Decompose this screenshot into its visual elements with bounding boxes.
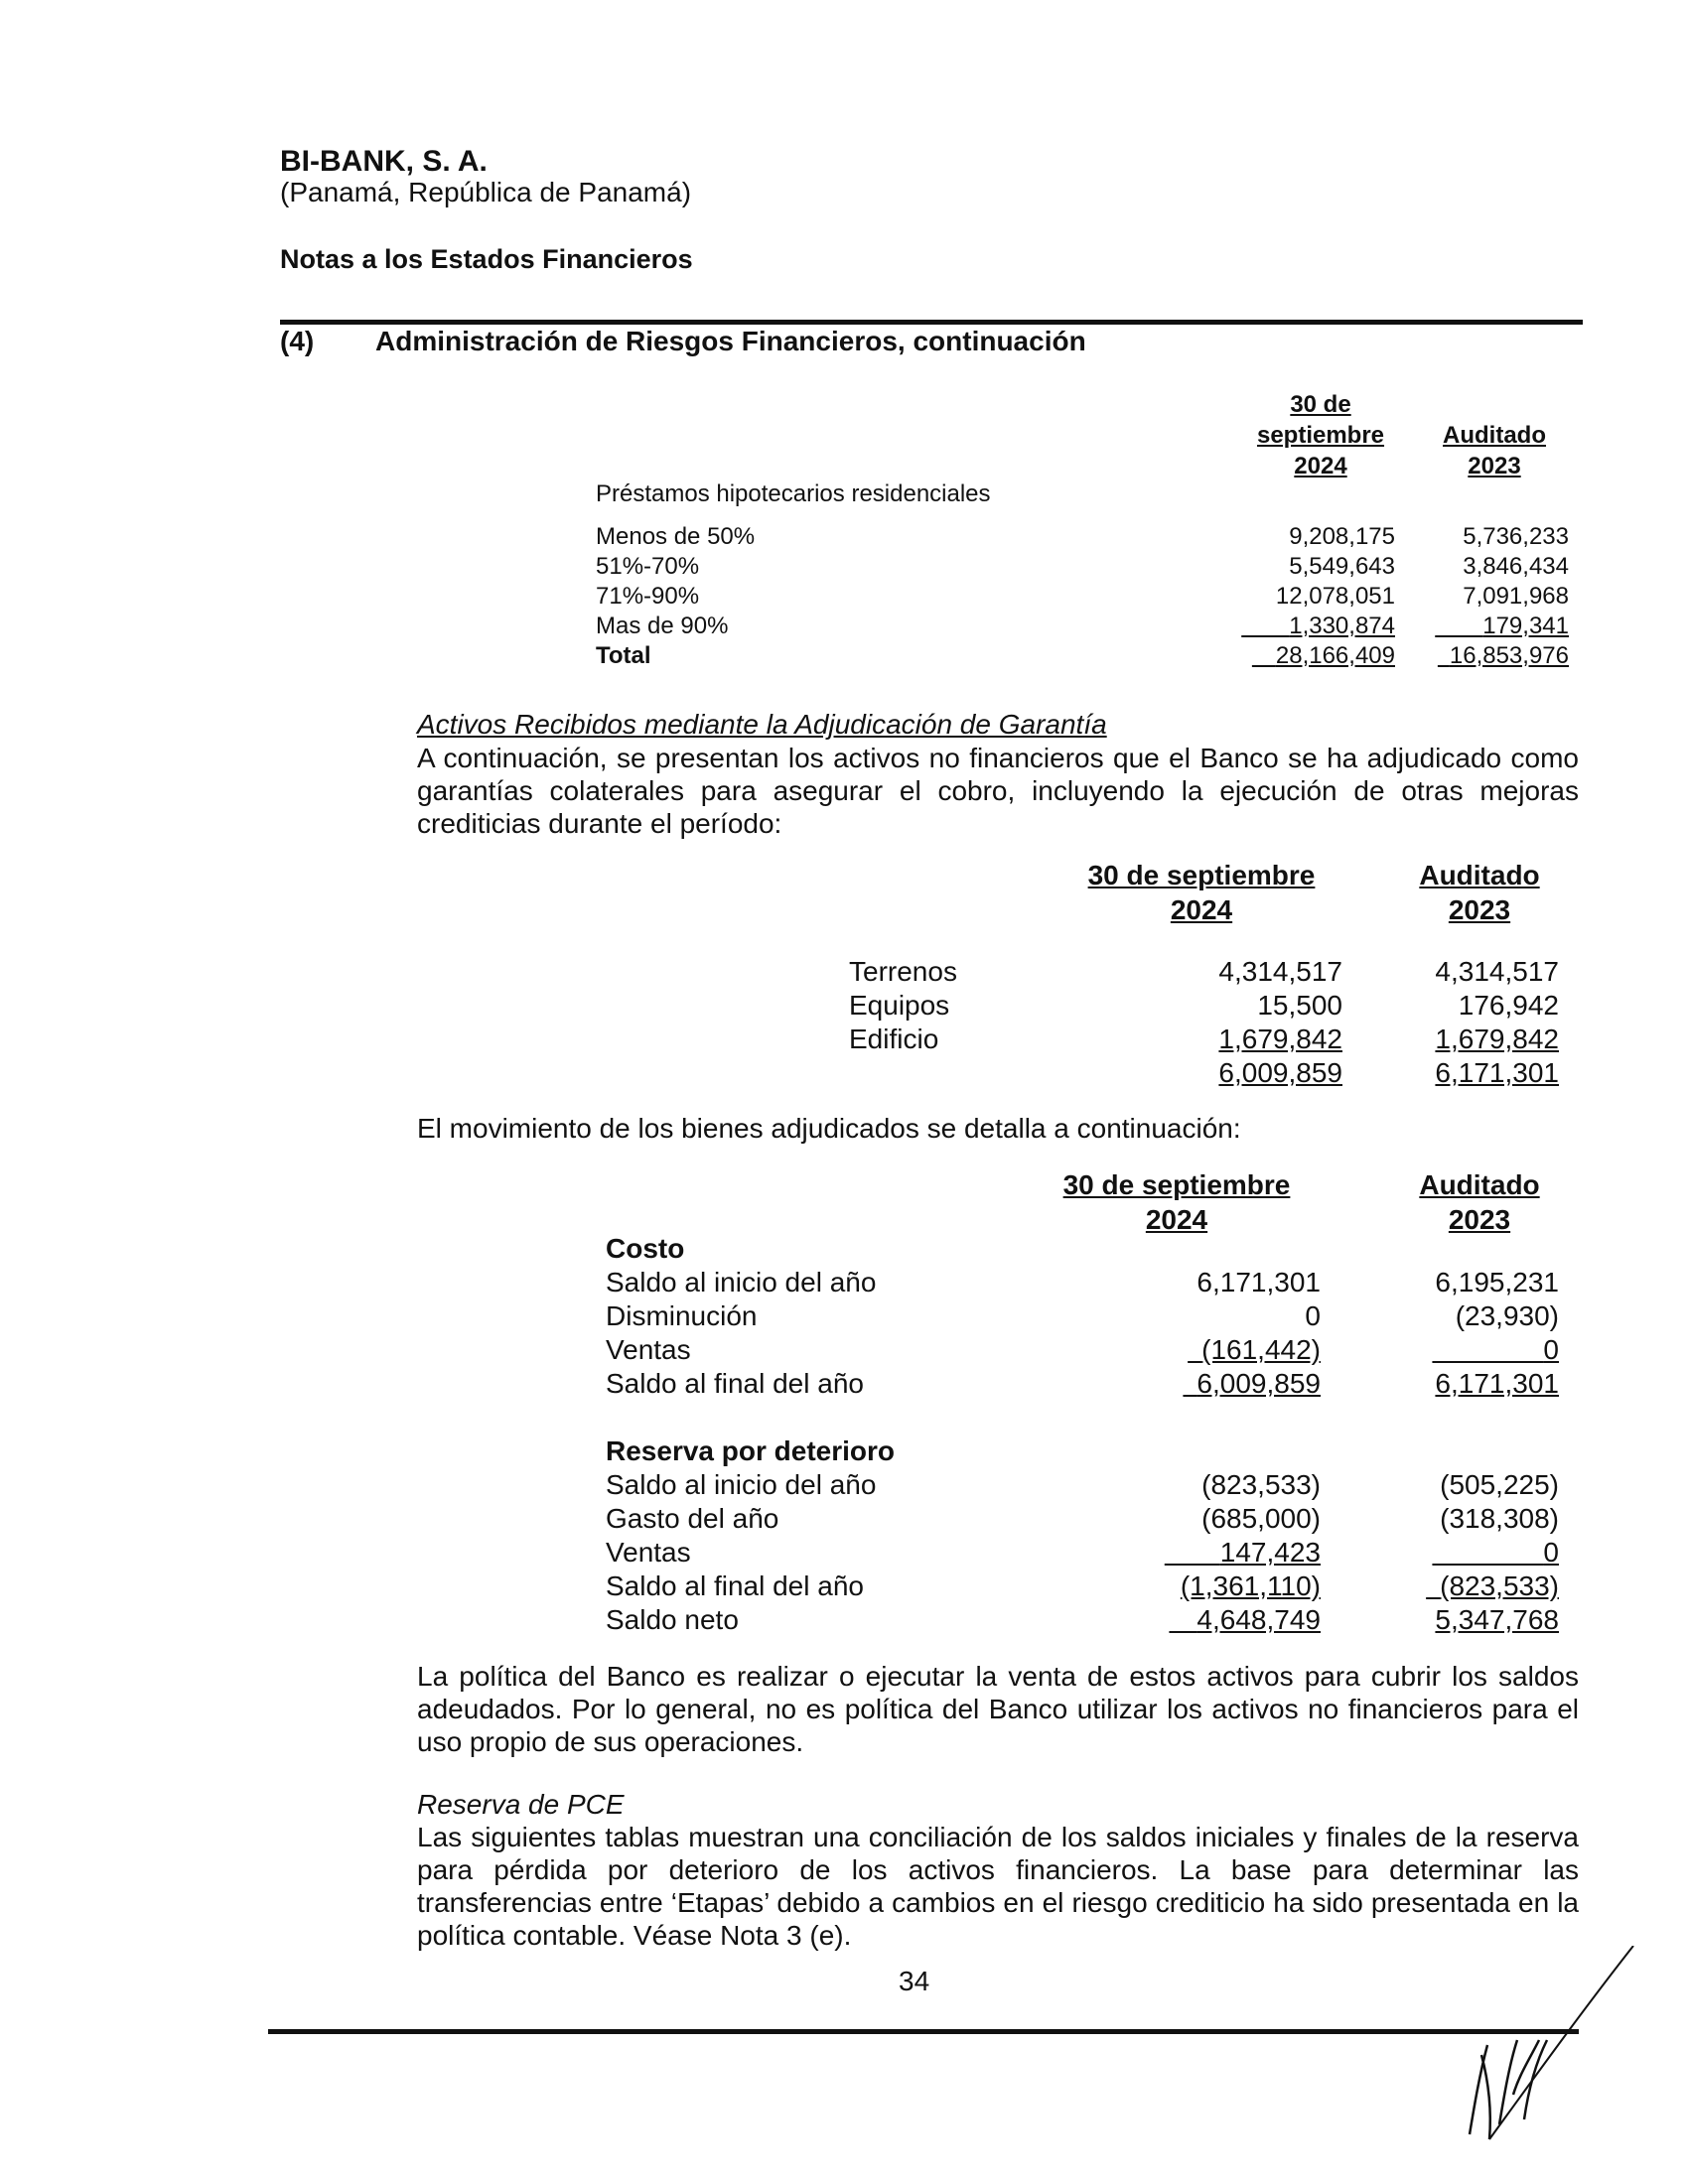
activos-paragraph: A continuación, se presentan los activos no financieros que el Banco se ha adjudicado como garantías colaterales para asegurar el cobro, incluyendo la ejecución de otras mejoras crediticias durante el período:	[417, 743, 1579, 839]
table-row: Saldo neto 4,648,749 5,347,768	[606, 1604, 1559, 1635]
table-row: Saldo al final del año 6,009,859 6,171,301	[606, 1368, 1559, 1399]
table2-col1-header: 30 de septiembre 2024	[1087, 860, 1316, 925]
table3-col2-header: Auditado 2023	[1419, 1169, 1540, 1235]
table-row: 51%-70% 5,549,643 3,846,434	[596, 553, 1569, 580]
section-number: (4)	[280, 326, 315, 356]
table-row: Terrenos 4,314,517 4,314,517	[849, 956, 1559, 987]
company-name: BI-BANK, S. A.	[280, 145, 488, 178]
table-row: Equipos 15,500 176,942	[849, 990, 1559, 1021]
table-row: Ventas (161,442) 0	[606, 1334, 1559, 1365]
pce-heading: Reserva de PCE	[417, 1789, 625, 1820]
notes-title: Notas a los Estados Financieros	[280, 244, 693, 274]
table-total-row: Total 28,166,409 16,853,976	[596, 642, 1569, 669]
table-row: Mas de 90% 1,330,874 179,341	[596, 613, 1569, 639]
reserva-heading: Reserva por deterioro	[606, 1435, 895, 1466]
table1-col1-header: 30 de septiembre 2024	[1256, 391, 1385, 479]
table-row: Ventas 147,423 0	[606, 1537, 1559, 1568]
signature-icon	[1430, 1946, 1648, 2164]
table1-col2-header: Auditado 2023	[1443, 422, 1546, 479]
table-row: Edificio 1,679,842 1,679,842	[849, 1024, 1559, 1054]
activos-heading: Activos Recibidos mediante la Adjudicación de Garantía	[417, 709, 1107, 740]
section-title: Administración de Riesgos Financieros, continuación	[375, 326, 1086, 356]
bottom-rule-divider	[268, 2029, 1579, 2034]
table-row: Menos de 50% 9,208,175 5,736,233	[596, 523, 1569, 550]
pce-paragraph: Las siguientes tablas muestran una conciliación de los saldos iniciales y finales de la reserva para pérdida por deterioro de los activos financieros. La base para determinar las transferencias entre ‘Etapas’ debido a cambios en el riesgo crediticio ha sido presentada en la política contable. Véase Nota 3 (e).	[417, 1822, 1579, 1951]
table3-col1-header: 30 de septiembre 2024	[1062, 1169, 1291, 1235]
table1-category: Préstamos hipotecarios residenciales	[596, 480, 991, 507]
top-rule-divider	[280, 320, 1583, 325]
table-row: Gasto del año (685,000) (318,308)	[606, 1503, 1559, 1534]
table-row: Saldo al inicio del año (823,533) (505,225)	[606, 1469, 1559, 1500]
movimiento-intro: El movimiento de los bienes adjudicados se detalla a continuación:	[417, 1113, 1241, 1144]
table-row: Saldo al final del año (1,361,110) (823,533)	[606, 1570, 1559, 1601]
table-total-row: 6,009,859 6,171,301	[1218, 1057, 1559, 1088]
page-number: 34	[899, 1966, 930, 1996]
table-row: Saldo al inicio del año 6,171,301 6,195,231	[606, 1267, 1559, 1297]
table-row: 71%-90% 12,078,051 7,091,968	[596, 583, 1569, 610]
table-row: Disminución 0 (23,930)	[606, 1300, 1559, 1331]
table2-col2-header: Auditado 2023	[1419, 860, 1540, 925]
costo-heading: Costo	[606, 1233, 685, 1264]
politica-paragraph: La política del Banco es realizar o ejecutar la venta de estos activos para cubrir los saldos adeudados. Por lo general, no es política del Banco utilizar los activos no financieros para el uso propio de sus operaciones.	[417, 1661, 1579, 1757]
company-country: (Panamá, República de Panamá)	[280, 177, 692, 207]
